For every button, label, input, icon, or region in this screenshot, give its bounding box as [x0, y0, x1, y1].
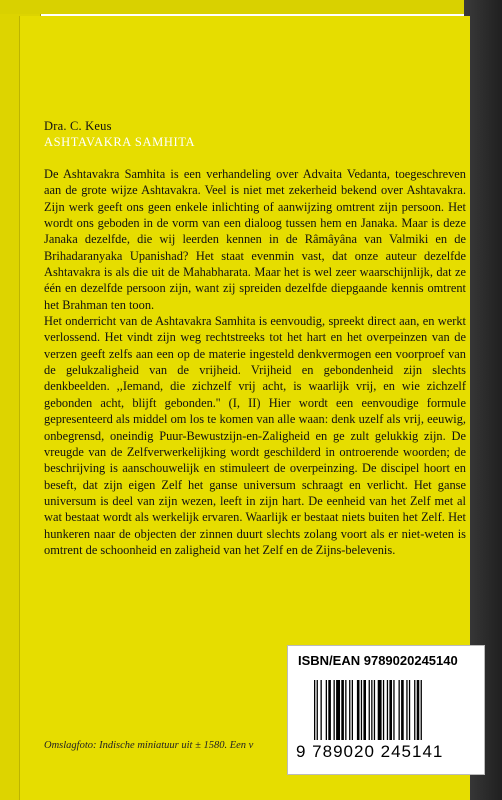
- cover-photo-credit: Omslagfoto: Indische miniatuur uit ± 1580. Een v: [44, 740, 254, 751]
- barcode-icon: [314, 680, 466, 740]
- barcode-bar: [361, 680, 362, 740]
- barcode-bar: [341, 680, 344, 740]
- barcode-bar: [334, 680, 335, 740]
- barcode-bar: [406, 680, 407, 740]
- barcode-bar: [371, 680, 372, 740]
- barcode-bar: [326, 680, 327, 740]
- barcode-bar: [345, 680, 346, 740]
- barcode-bar: [387, 680, 388, 740]
- barcode-bar: [399, 680, 400, 740]
- book-title: ASHTAVAKRA SAMHITA: [44, 135, 196, 149]
- barcode-bar: [314, 680, 315, 740]
- blurb-paragraph: De Ashtavakra Samhita is een verhandeling over Advaita Vedanta, toegeschreven aan de grote wijze Ashtavakra. Veel is niet met zekerheid bekend over Ashtavakra. Zijn werk geeft ons geen enkele inlichting of aanwijzing omtrent zijn persoon. Het wordt ons geboden in de vorm van een dialoog tussen hem en Janaka. Maar is deze Janaka dezelfde, die wij leerden kennen in de Râmâyâna van Valmiki en de Brihadaranyaka Upanishad? Het staat evenmin vast, dat onze auteur dezelfde Ashtavakra is als die uit de Mahabharata. Maar het is wel zeer waarschijnlijk, dat ze één en dezelfde persoon zijn, want zij spreiden dezelfde diepgaande kennis omtrent het Brahman ten toon.: [44, 167, 466, 312]
- barcode-bar: [417, 680, 420, 740]
- barcode-bar: [349, 680, 350, 740]
- isbn-label: ISBN/EAN 9789020245140: [298, 653, 458, 668]
- barcode-bar: [317, 680, 318, 740]
- barcode-bar: [389, 680, 392, 740]
- barcode-bar: [401, 680, 404, 740]
- blurb-text: [44, 166, 466, 558]
- author-name: Dra. C. Keus: [44, 119, 112, 133]
- barcode-bar: [369, 680, 370, 740]
- barcode-bar: [421, 680, 422, 740]
- barcode-bar: [352, 680, 353, 740]
- blurb-paragraph: Het onderricht van de Ashtavakra Samhita is eenvoudig, spreekt direct aan, en werkt verlossend. Het vindt zijn weg rechtstreeks tot het hart en het overpeinzen van de verzen geeft zelfs aan een op de materie ingesteld denkvermogen een voorproef van de gelukzaligheid van de vrijheid. Vrijheid en gebondenheid zijn slechts denkbeelden. ,,Iemand, die zichzelf vrij acht, is waarlijk vrij, en wie zichzelf gebonden acht, blijft gebonden.'' (I, II) Hier wordt een eenvoudige formule gepresenteerd als middel om los te komen van alle waan: denk uzelf als vrij, eeuwig, onbegrensd, oneindig Puur-Bewustzijn-en-Zaligheid en ge zult gelukkig zijn. De vreugde van de Zelfverwerkelijking wordt geschilderd in ontroerende woorden; de beschrijving is aanschouwelijk en stimuleert de overpeinzing. De discipel hoort en beseft, dat zijn eigen Zelf het ganse universum schraagt en verlicht. Het ganse universum is deel van zijn wezen, leeft in zijn hart. De eenheid van het Zelf met al wat bestaat wordt als werkelijk ervaren. Waarlijk er bestaat niets buiten het Zelf. Het hunkeren naar de objecten der zinnen duurt slechts zolang voort als er niet-weten is omtrent de schoonheid en zaligheid van het Zelf en de Zijns-belevenis.: [44, 314, 466, 557]
- barcode-bar: [383, 680, 384, 740]
- barcode-bar: [393, 680, 394, 740]
- barcode-bar: [328, 680, 331, 740]
- barcode-bar: [321, 680, 322, 740]
- barcode-bar: [336, 680, 340, 740]
- barcode-bar: [414, 680, 415, 740]
- barcode-bar: [409, 680, 410, 740]
- barcode-digits: 9 789020 245141: [296, 742, 444, 761]
- barcode-sticker: [287, 645, 485, 775]
- barcode-bar: [378, 680, 382, 740]
- back-book-top-edge: [0, 0, 470, 14]
- barcode-bar: [374, 680, 375, 740]
- barcode-bar: [357, 680, 360, 740]
- barcode-bar: [363, 680, 366, 740]
